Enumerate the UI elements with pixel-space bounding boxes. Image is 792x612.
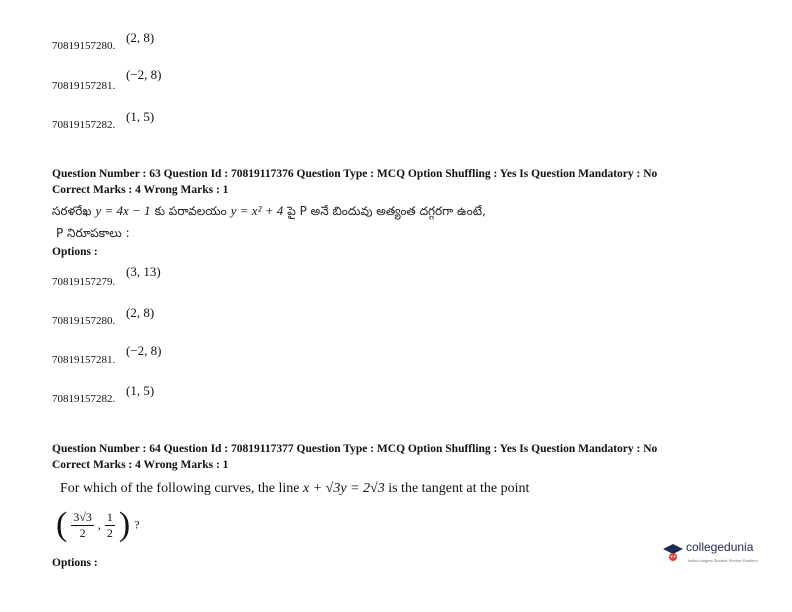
option-id: 70819157282. [52,119,116,131]
question-64-text [60,481,529,497]
fraction [71,510,94,541]
equation-line: y = 4x − 1 [95,203,151,218]
option-id: 70819157279. [52,276,116,288]
question-63-text-line2: P నిరూపకాలు : [56,226,130,240]
question-text: is the tangent at the point [388,481,530,496]
logo-tagline: India's largest Student Review Platform [688,558,758,563]
graduate-icon [662,542,684,564]
option-id: 70819157280. [52,315,116,327]
left-paren-icon: ( [56,506,68,543]
question-64-marks: Correct Marks : 4 Wrong Marks : 1 [52,459,229,471]
option-value: (2, 8) [126,30,155,45]
options-label: Options : [52,246,98,258]
collegedunia-logo [662,538,772,574]
tangent-equation: x + √3y = 2√3 [303,481,385,496]
logo-name: collegedunia [686,540,754,554]
question-64-header: Question Number : 64 Question Id : 70819117377 Question Type : MCQ Option Shuffling : Yes Is Question Mandatory : No [52,443,658,455]
option-value: (−2, 8) [126,343,162,358]
question-63-text-line1 [52,202,486,221]
question-mark: ? [134,517,140,532]
numerator: 3√3 [73,509,92,524]
tangent-point [56,508,140,542]
telugu-text: కు పరావలయం [154,204,227,218]
option-id: 70819157281. [52,80,116,92]
question-text: For which of the following curves, the line [60,481,300,496]
denominator: 2 [106,525,113,540]
option-value: (1, 5) [126,383,155,398]
option-value: (−2, 8) [126,67,162,82]
option-id: 70819157280. [52,40,116,52]
options-label: Options : [52,557,98,569]
right-paren-icon: ) [118,506,131,543]
option-value: (1, 5) [126,109,155,124]
option-value: (3, 13) [126,264,161,279]
option-id: 70819157281. [52,354,116,366]
comma: , [97,517,101,532]
equation-parabola: y = x² + 4 [230,203,284,218]
telugu-text: సరళరేఖ [52,204,92,218]
question-63-header: Question Number : 63 Question Id : 70819117376 Question Type : MCQ Option Shuffling : Yes Is Question Mandatory : No [52,168,658,180]
numerator: 1 [106,509,113,524]
option-value: (2, 8) [126,305,155,320]
fraction [105,510,115,541]
denominator: 2 [79,525,86,540]
telugu-text: పై P అనే బిందువు అత్యంత దగ్గరగా ఉంటే, [287,204,486,218]
question-63-marks: Correct Marks : 4 Wrong Marks : 1 [52,184,229,196]
option-id: 70819157282. [52,393,116,405]
